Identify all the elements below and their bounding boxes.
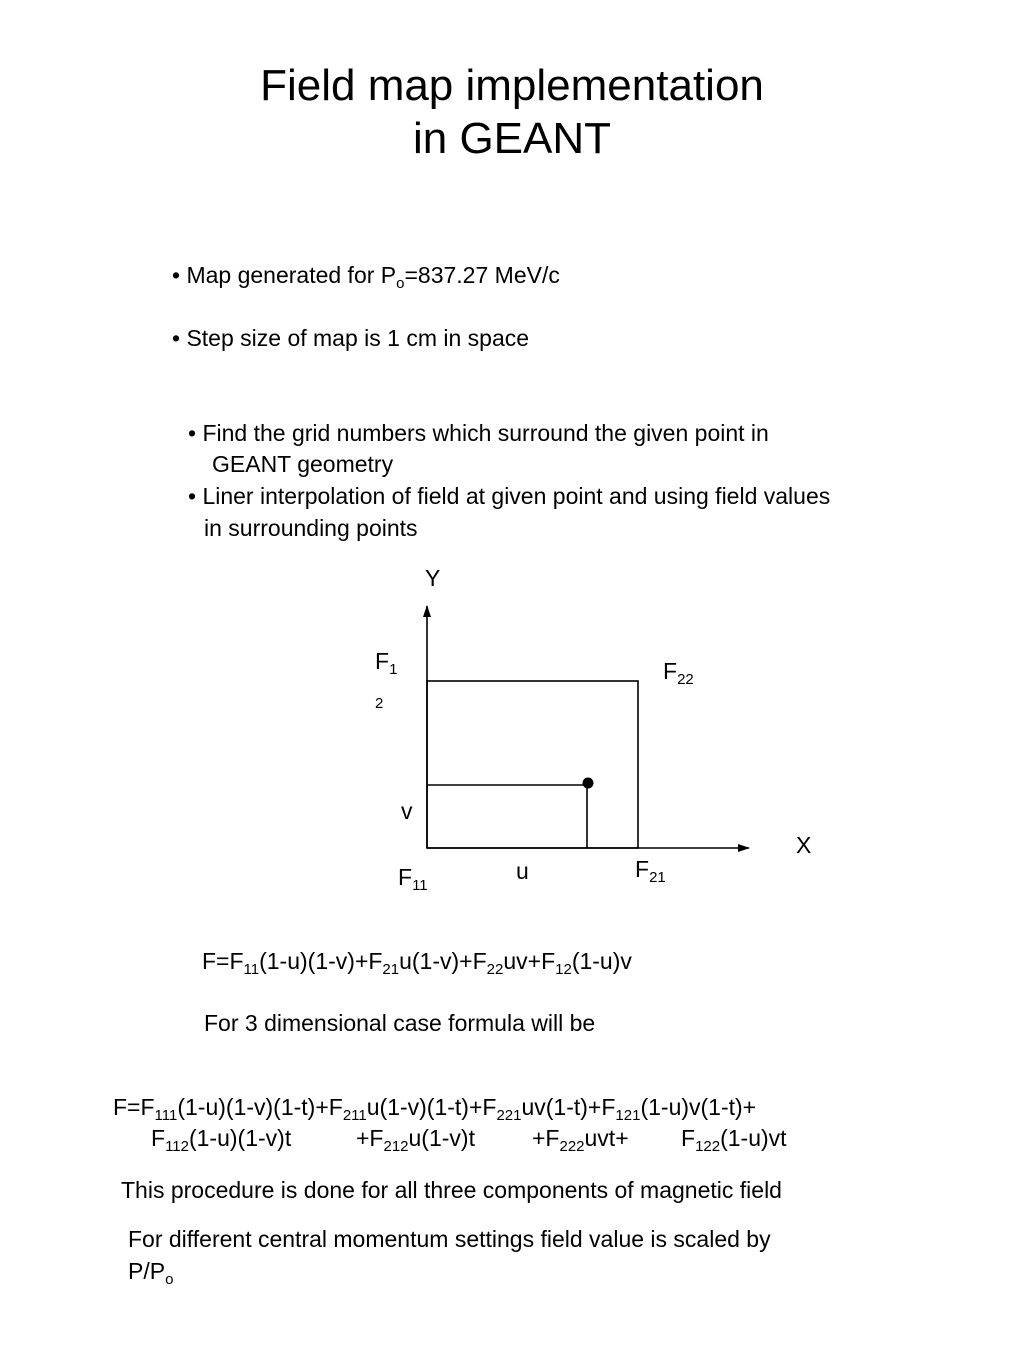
note-scaling-line1: For different central momentum settings field value is scaled by (128, 1226, 771, 1252)
slide-title-line2: in GEANT (412, 114, 612, 163)
point-guides (427, 785, 587, 848)
formula-3d-line2-term3: $+F_{222}uvt+$ (532, 1125, 629, 1155)
u-label: u (516, 858, 529, 884)
v-label: v (401, 798, 413, 824)
note-three-components: This procedure is done for all three components of magnetic field (121, 1177, 782, 1203)
grid-cell (427, 681, 638, 848)
corner-label-f12-subscript: 2 (375, 695, 384, 712)
y-axis-label: Y (425, 565, 441, 591)
bullet-interpolation-line1: • Liner interpolation of field at given point and using field values (188, 483, 831, 509)
formula-3d-line2-term2: $+F_{212}u(1-v)t$ (356, 1125, 475, 1155)
formula-3d-line2-term1: $F_{112}(1-u)(1-v)t$ (151, 1125, 292, 1155)
slide-title-line1: Field map implementation (260, 61, 764, 110)
interpolation-point (583, 778, 594, 789)
formula-3d-line2-term4: $F_{122}(1-u)vt$ (681, 1125, 787, 1155)
bullet-interpolation-line2: in surrounding points (204, 515, 418, 541)
note-scaling-line2: $P/P_o$ (128, 1258, 174, 1288)
formula-2d: $F=F_{11}(1-u)(1-v)+F_{21}u(1-v)+F_{22}uv+F_{12}(1-u)v$ (202, 948, 632, 978)
bullet-map-generated: • Map generated for $P_o=837.27$ MeV/c (172, 262, 560, 292)
formula-3d-line1: $F=F_{111}(1-u)(1-v)(1-t)+F_{211}u(1-v)(1-t)+F_{221}uv(1-t)+F_{121}(1-u)v(1-t)+$ (113, 1094, 757, 1124)
x-axis-label: X (796, 832, 812, 858)
bullet-step-size: • Step size of map is 1 cm in space (172, 325, 530, 351)
corner-label-f22: $F_{22}$ (663, 658, 694, 688)
note-3d-case: For 3 dimensional case formula will be (204, 1010, 596, 1036)
corner-label-f21: $F_{21}$ (635, 856, 666, 886)
bullet-find-grid-line1: • Find the grid numbers which surround the given point in (188, 420, 769, 446)
corner-label-f12: $F_1$ (375, 648, 398, 678)
corner-label-f11: $F_{11}$ (398, 864, 428, 894)
bullet-find-grid-line2: GEANT geometry (212, 451, 394, 477)
